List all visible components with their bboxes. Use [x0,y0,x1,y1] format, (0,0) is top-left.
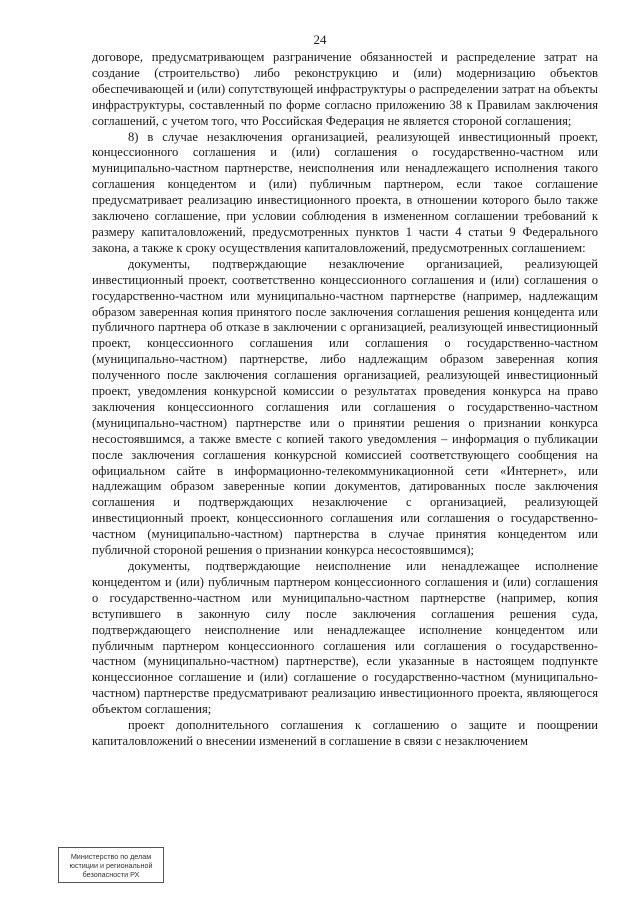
paragraph-continuation: договоре, предусматривающем разграничение обязанностей и распределение затрат на создание (строительство) либо реконструкцию и (или) модернизацию объектов обеспечивающей и (или) сопутствующей инфраструктуры о распределении затрат на объекты инфраструктуры, составленный по форме согласно приложению 38 к Правилам заключения соглашений, с учетом того, что Российская Федерация не является стороной соглашения; [92,50,598,128]
stamp-line-2: юстиции и региональной [69,861,153,870]
paragraph-documents-non-conclusion: документы, подтверждающие незаключение организацией, реализующей инвестиционный проект, соответственно концессионного соглашения и (или) соглашения о государственно-частном или муниципально-частном партнерстве (например, надлежащим образом заверенная копия принятого после заключения соглашения решения концедента или публичного партнера об отказе в заключении с организацией, реализующей инвестиционный проект, концессионного соглашения или соглашения о государственно-частном (муниципально-частном) партнерстве, либо надлежащим образом заверенная копия полученного после заключения соглашения организацией, реализующей инвестиционный проект, уведомления конкурсной комиссии о результатах проведения конкурса на право заключения концессионного соглашения или соглашения о государственно-частном (муниципально-частном) партнерстве или о принятии решения о признании конкурса несостоявшимся, а также вместе с копией такого уведомления – информация о публикации после заключения соглашения конкурсной комиссией соответствующего сообщения на официальном сайте в информационно-телекоммуникационной сети «Интернет», или надлежащим образом заверенные копии документов, датированных после заключения соглашения и подтверждающих незаключение с организацией, реализующей инвестиционный проект, концессионного соглашения или соглашения о государственно-частном (муниципально-частном) партнерства в случае принятия концедентом или публичной стороной решения о признании конкурса несостоявшимся); [92,256,598,558]
paragraph-item-8: 8) в случае незаключения организацией, реализующей инвестиционный проект, концессионного соглашения и (или) соглашения о государственно-частном или муниципально-частном партнерстве, неисполнения или ненадлежащего исполнения такого соглашения концедентом и (или) публичным партнером, если такое соглашение предусматривает реализацию инвестиционного проекта, в отношении которого было также заключено соглашение, при условии соблюдения в измененном соглашении требований к размеру капиталовложений, предусмотренных пунктов 1 части 4 статьи 9 Федерального закона, а также к сроку осуществления капиталовложений, предусмотренных соглашением: [92,129,598,255]
stamp-line-3: безопасности РХ [82,870,140,879]
paragraph-draft-agreement: проект дополнительного соглашения к соглашению о защите и поощрении капиталовложений о внесении изменений в соглашение в связи с незаключением [92,718,598,748]
document-body [92,50,598,750]
paragraph-documents-non-performance: документы, подтверждающие неисполнение или ненадлежащее исполнение концедентом и (или) публичным партнером концессионного соглашения и (или) соглашения о государственно-частном или муниципально-частном партнерстве (например, копия вступившего в законную силу после заключения соглашения решения суда, подтверждающего неисполнение или ненадлежащее исполнение концедентом или публичным партнером концессионного соглашения или соглашения о государственно-частном (муниципально-частном) партнерстве), если указанные в настоящем подпункте концессионное соглашение и (или) соглашение о государственно-частном (муниципально-частном) партнерстве предусматривают реализацию инвестиционного проекта, являющегося объектом соглашения; [92,559,598,717]
stamp-line-1: Министерство по делам [70,852,152,861]
ministry-stamp [58,847,164,883]
page-number: 24 [313,32,327,47]
